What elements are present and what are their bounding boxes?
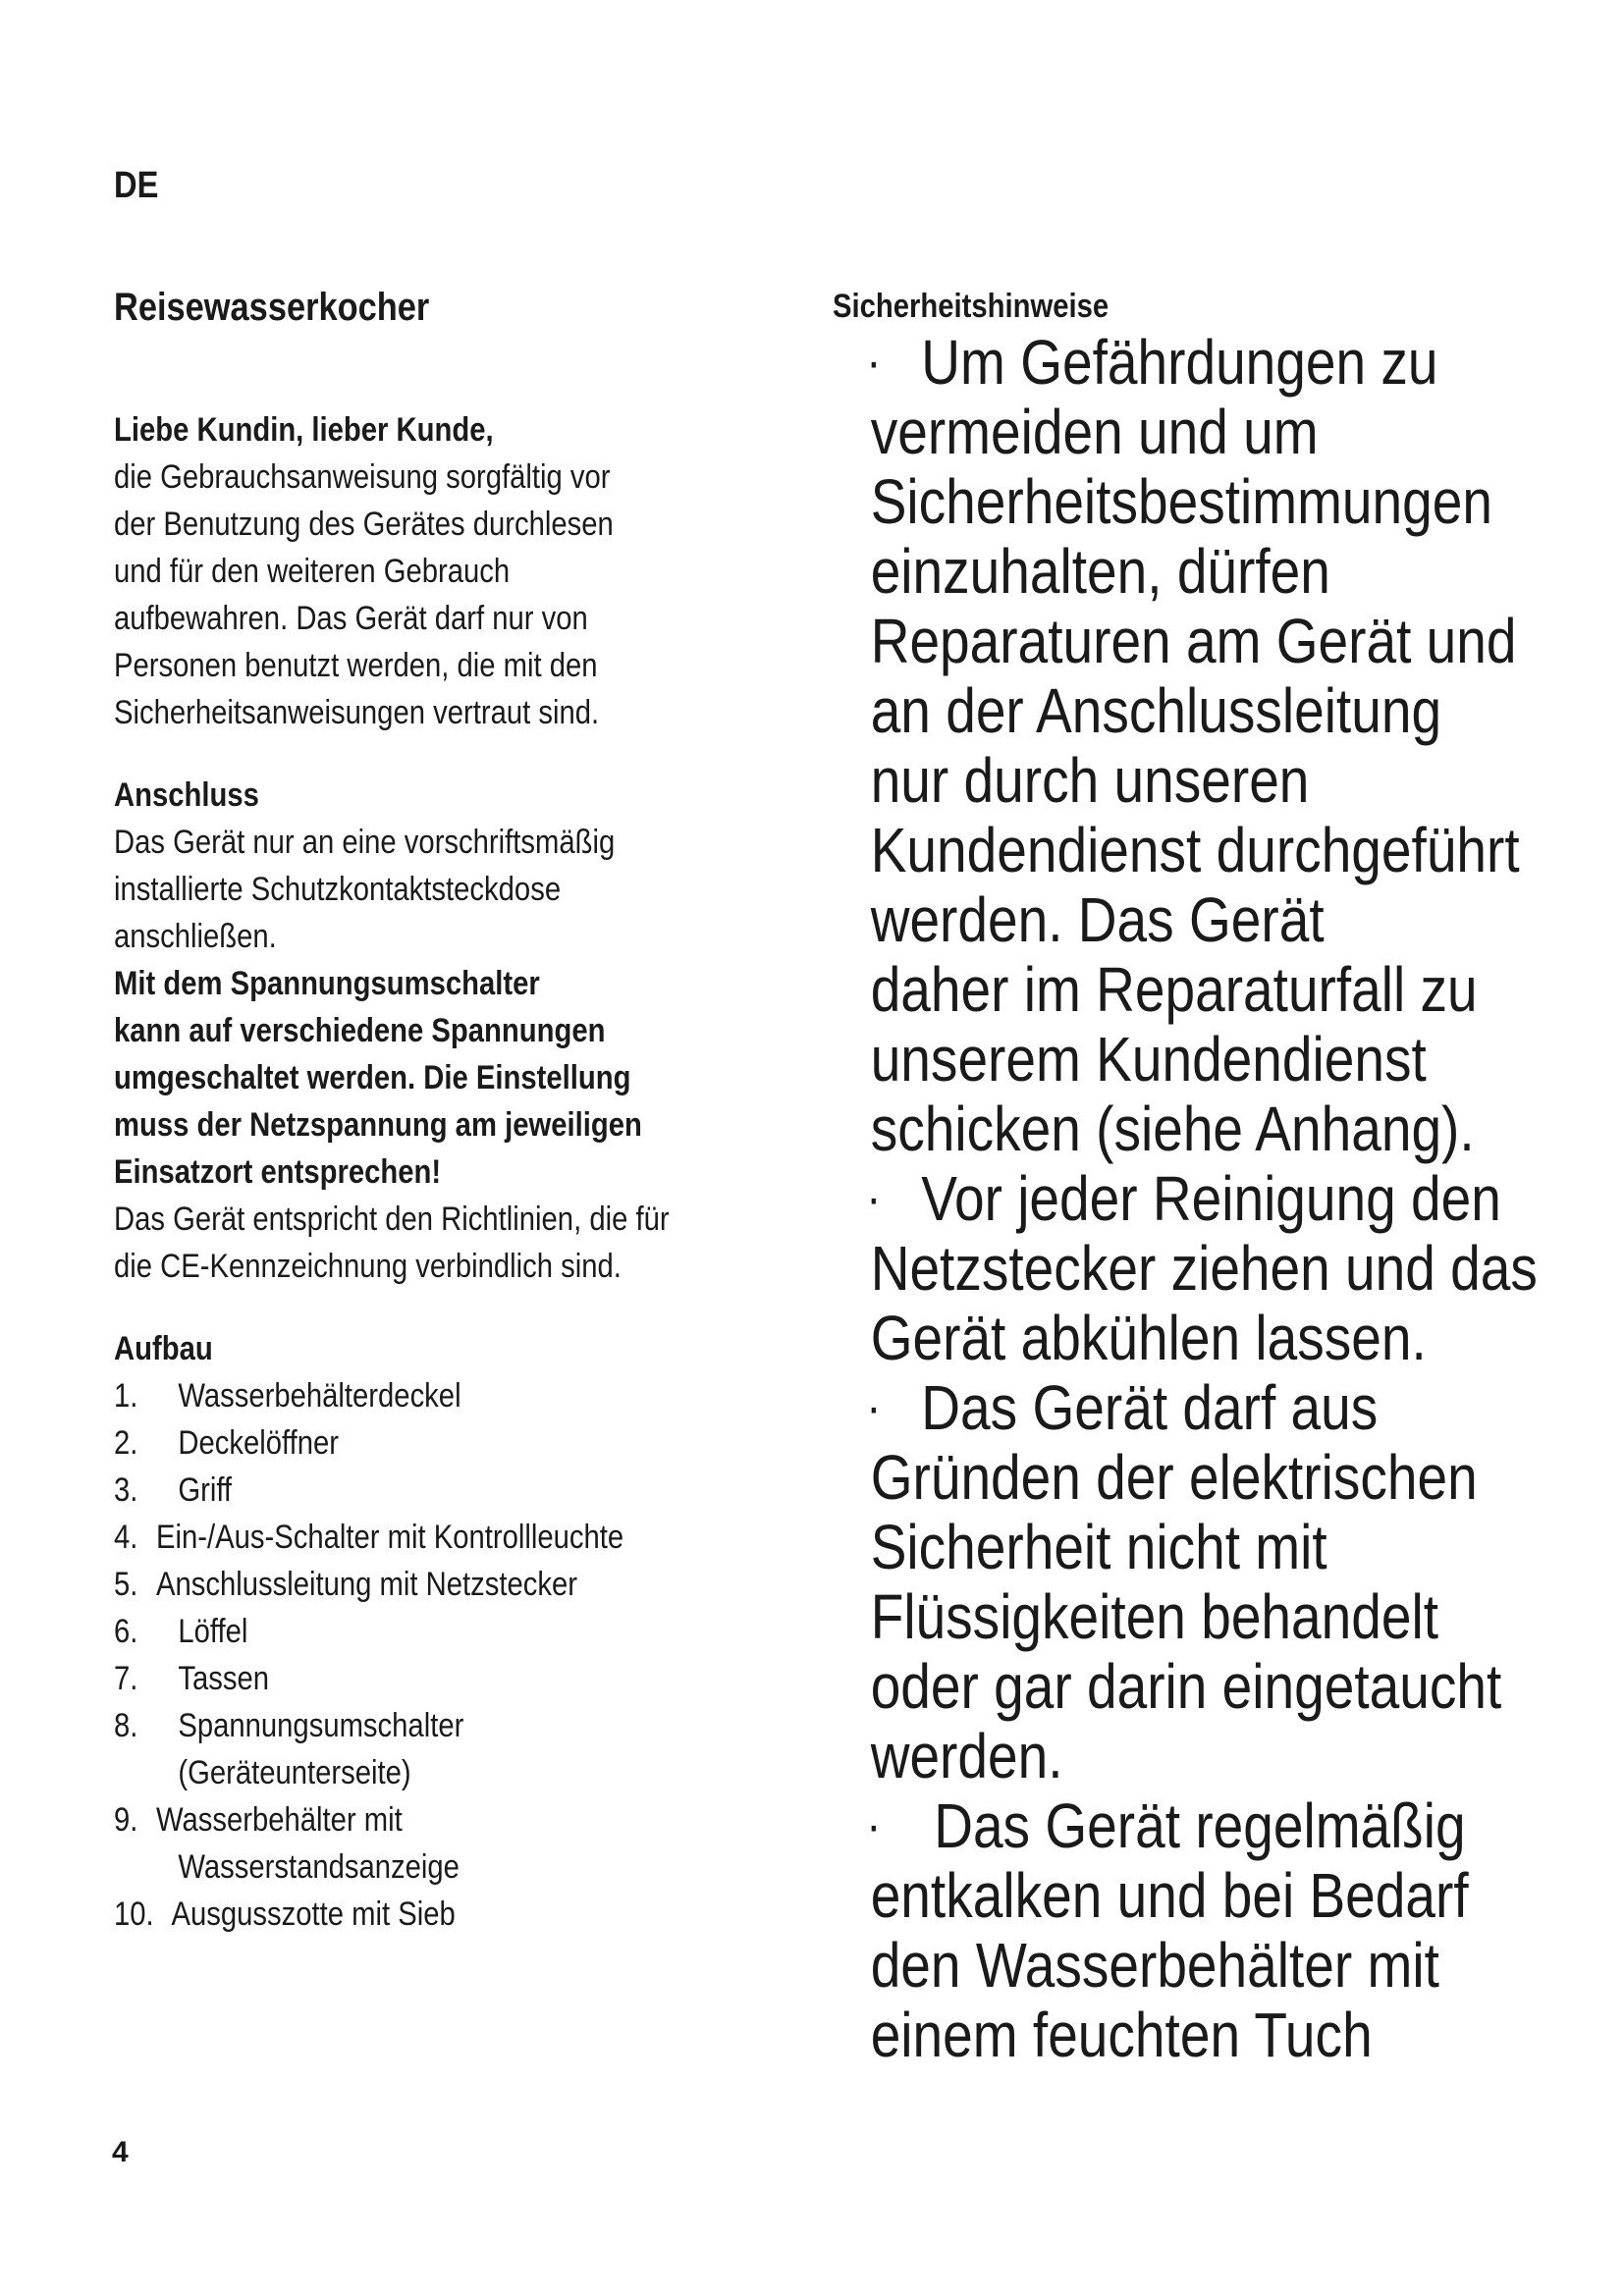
safety-bullet: · Um Gefährdungen zu vermeiden und um Sicherheitsbestimmungen einzuhalten, dürfen Reparaturen am Gerät und an der Anschlussleitung nur durch unseren Kundendienst durchgeführt werden. Das Gerät daher im Reparaturfall zu unserem Kundendienst schicken (siehe Anhang). (866, 327, 1520, 1164)
voltage-warning-line: Einsatzort entsprechen! (114, 1153, 442, 1191)
anschluss-heading: Anschluss (114, 776, 259, 814)
parts-list (114, 1372, 722, 1938)
ce-line: Das Gerät entspricht den Richtlinien, die für (114, 1201, 670, 1238)
bullet-icon: · (866, 1379, 882, 1436)
list-item: 3. Griff (114, 1471, 233, 1509)
anschluss-line: anschließen. (114, 918, 277, 955)
left-column (114, 285, 821, 1938)
voltage-warning-line: muss der Netzspannung am jeweiligen (114, 1106, 642, 1144)
list-item: 8. Spannungsumschalter (114, 1707, 464, 1744)
anschluss-line: installierte Schutzkontaktsteckdose (114, 871, 562, 908)
bullet-icon: · (866, 1170, 882, 1227)
voltage-warning-line: umgeschaltet werden. Die Einstellung (114, 1059, 631, 1096)
intro-line: Personen benutzt werden, die mit den (114, 647, 598, 684)
safety-bullet: · Das Gerät darf aus Gründen der elektrischen Sicherheit nicht mit Flüssigkeiten behandelt oder gar darin eingetaucht werden. (866, 1372, 1502, 1791)
greeting: Liebe Kundin, lieber Kunde, (114, 411, 494, 449)
safety-bullet: · Vor jeder Reinigung den Netzstecker ziehen und das Gerät abkühlen lassen. (866, 1163, 1538, 1373)
safety-bullet: · Das Gerät regelmäßig entkalken und bei Bedarf den Wasserbehälter mit einem feuchten Tuch (866, 1790, 1469, 2070)
list-item-continuation: Wasserstandsanzeige (178, 1848, 460, 1886)
bullet-icon: · (866, 1797, 882, 1854)
bullet-icon: · (866, 334, 882, 391)
aufbau-heading: Aufbau (114, 1330, 213, 1367)
list-item: 2. Deckelöffner (114, 1424, 339, 1462)
list-item: 1. Wasserbehälterdeckel (114, 1377, 461, 1415)
page-number: 4 (112, 2136, 129, 2168)
intro-line: aufbewahren. Das Gerät darf nur von (114, 600, 588, 637)
right-column (833, 285, 1540, 2070)
list-item: 7. Tassen (114, 1660, 270, 1697)
intro-line: der Benutzung des Gerätes durchlesen (114, 506, 614, 543)
anschluss-line: Das Gerät nur an eine vorschriftsmäßig (114, 824, 616, 861)
intro-line: Sicherheitsanweisungen vertraut sind. (114, 694, 600, 731)
list-item-continuation: (Geräteunterseite) (178, 1754, 411, 1791)
intro-section (114, 406, 722, 736)
anschluss-section (114, 772, 722, 1290)
language-code: DE (114, 165, 159, 206)
list-item: 9. Wasserbehälter mit (114, 1801, 403, 1839)
voltage-warning-line: kann auf verschiedene Spannungen (114, 1012, 606, 1049)
list-item: 5. Anschlussleitung mit Netzstecker (114, 1566, 578, 1603)
intro-line: und für den weiteren Gebrauch (114, 553, 511, 590)
list-item: 10. Ausgusszotte mit Sieb (114, 1896, 456, 1933)
product-title: Reisewasserkocher (114, 286, 430, 329)
ce-line: die CE-Kennzeichnung verbindlich sind. (114, 1248, 622, 1285)
list-item: 4. Ein-/Aus-Schalter mit Kontrollleuchte (114, 1519, 624, 1556)
aufbau-section (114, 1325, 722, 1372)
safety-heading: Sicherheitshinweise (833, 288, 1110, 325)
list-item: 6. Löffel (114, 1613, 248, 1650)
voltage-warning-line: Mit dem Spannungsumschalter (114, 965, 540, 1002)
intro-line: die Gebrauchsanweisung sorgfältig vor (114, 458, 611, 496)
